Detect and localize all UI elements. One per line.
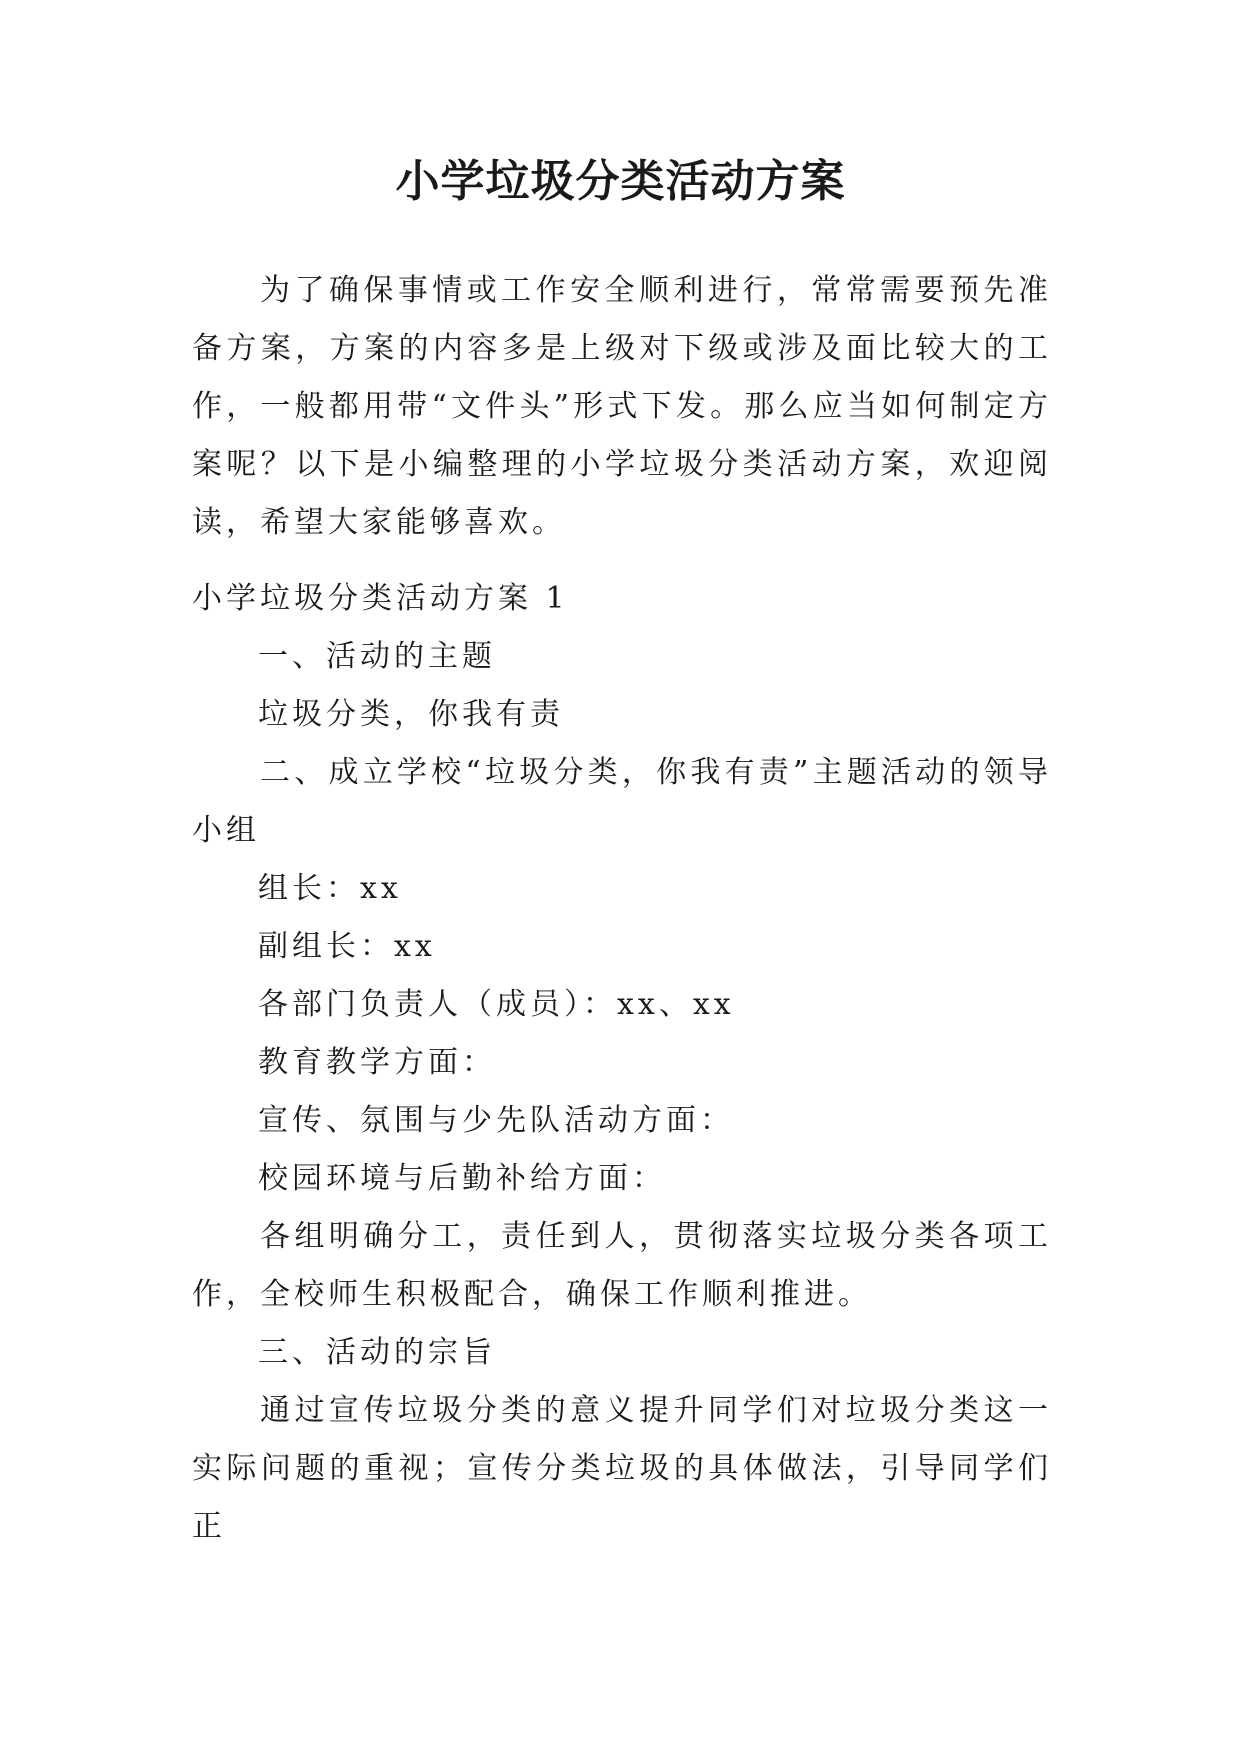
campus-line: 校园环境与后勤补给方面： bbox=[258, 1161, 666, 1196]
division-paragraph: 各组明确分工，责任到人，贯彻落实垃圾分类各项工作，全校师生积极配合，确保工作顺利推进。 bbox=[192, 1219, 1052, 1312]
theme-text: 垃圾分类，你我有责 bbox=[258, 697, 564, 732]
deputy-leader-line: 副组长：xx bbox=[258, 929, 436, 964]
intro-paragraph: 为了确保事情或工作安全顺利进行，常常需要预先准备方案，方案的内容多是上级对下级或涉及面比较大的工作，一般都用带“文件头”形式下发。那么应当如何制定方案呢？以下是小编整理的小学垃圾分类活动方案，欢迎阅读，希望大家能够喜欢。 bbox=[192, 273, 1052, 540]
section-title: 小学垃圾分类活动方案 1 bbox=[192, 581, 569, 616]
heading-activity-purpose: 三、活动的宗旨 bbox=[258, 1335, 496, 1370]
purpose-paragraph: 通过宣传垃圾分类的意义提升同学们对垃圾分类这一实际问题的重视；宣传分类垃圾的具体做法，引导同学们正 bbox=[192, 1393, 1052, 1544]
heading-leadership-group: 二、成立学校“垃圾分类，你我有责”主题活动的领导小组 bbox=[192, 755, 1052, 848]
members-line: 各部门负责人（成员）：xx、xx bbox=[258, 987, 735, 1022]
leader-line: 组长：xx bbox=[258, 871, 402, 906]
document-title: 小学垃圾分类活动方案 bbox=[395, 156, 846, 207]
publicity-line: 宣传、氛围与少先队活动方面： bbox=[258, 1103, 734, 1138]
heading-activity-theme: 一、活动的主题 bbox=[258, 639, 496, 674]
education-line: 教育教学方面： bbox=[258, 1045, 496, 1080]
